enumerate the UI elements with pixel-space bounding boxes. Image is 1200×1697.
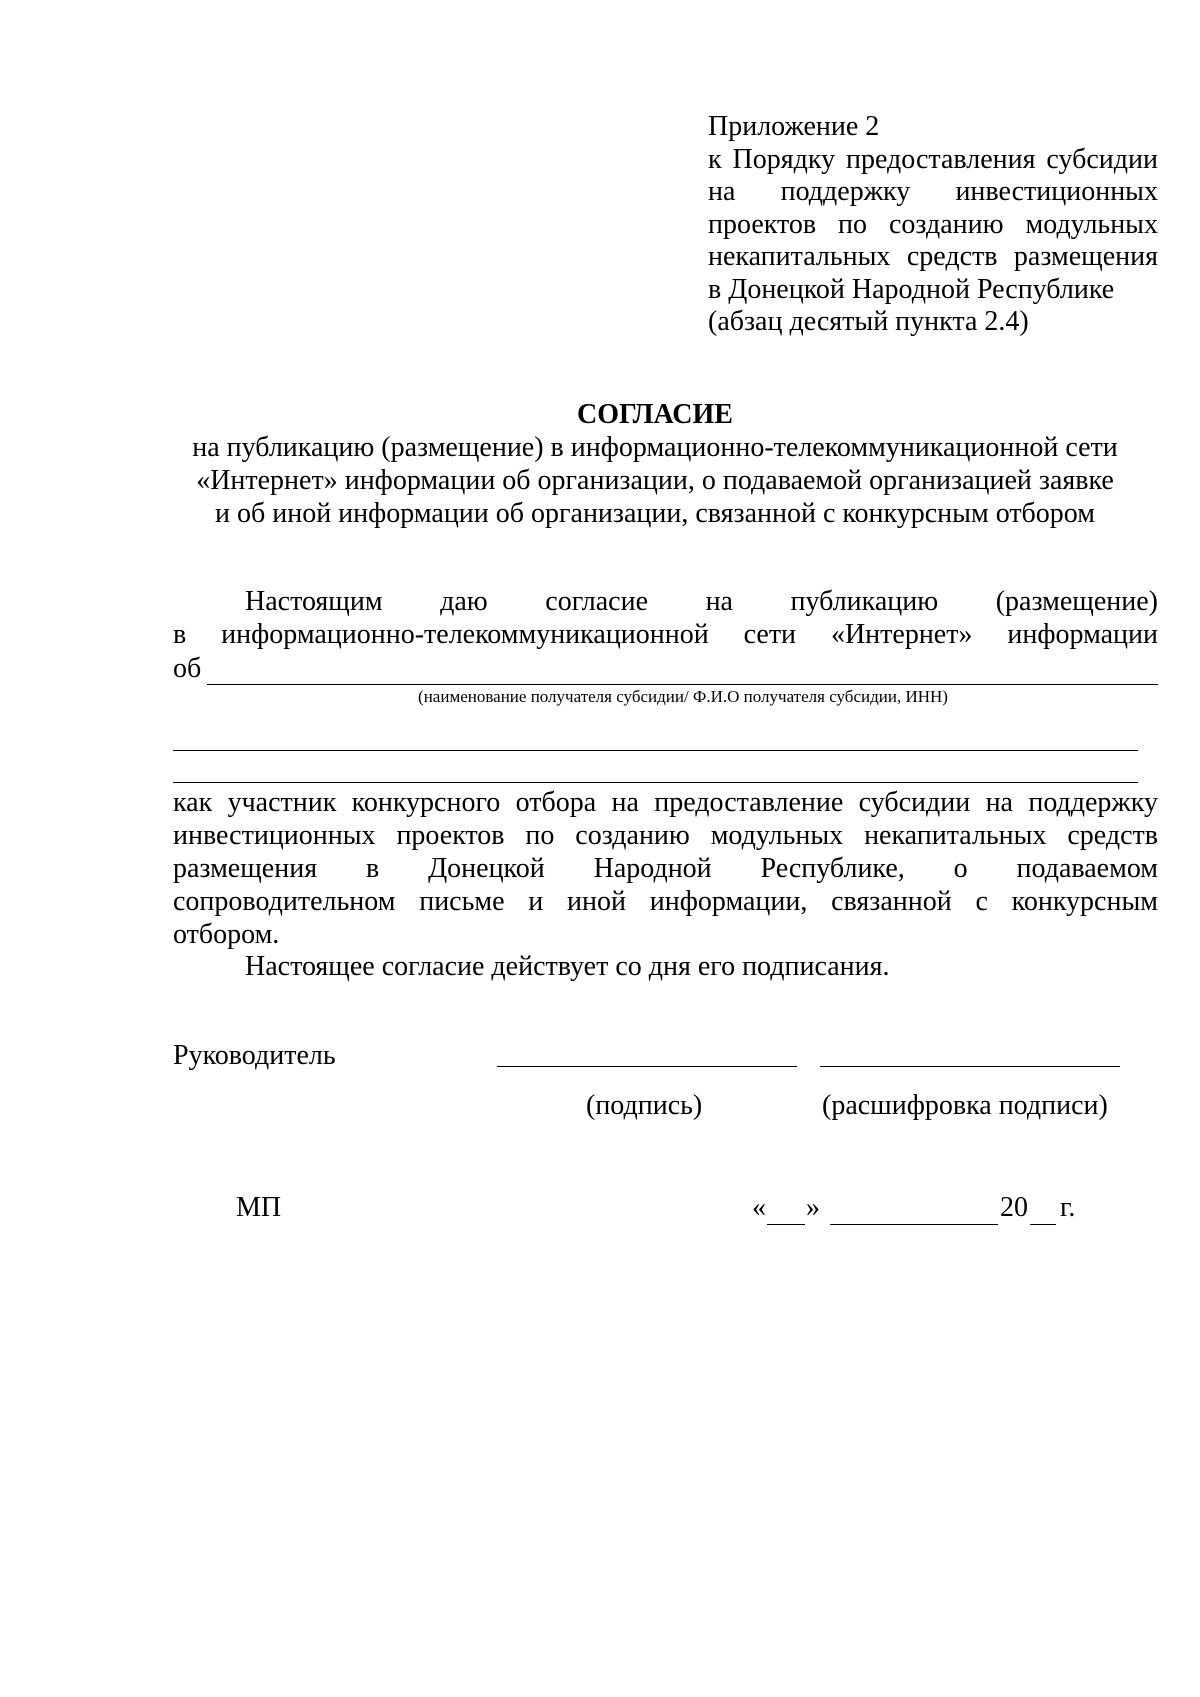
title-block bbox=[150, 398, 1160, 530]
recipient-name-field-line[interactable] bbox=[207, 684, 1158, 685]
date-close-quote: » bbox=[806, 1192, 820, 1223]
date-year-prefix: 20 bbox=[1000, 1192, 1028, 1223]
date-year-field-line[interactable] bbox=[1030, 1224, 1056, 1225]
consent-paragraph-line: в информационно-телекоммуникационной сети «Интернет» информации bbox=[173, 619, 1158, 650]
signature-caption: (подпись) bbox=[586, 1090, 703, 1121]
subtitle-line: и об иной информации об организации, связанной с конкурсным отбором bbox=[215, 498, 1095, 529]
consent-paragraph-ob: об bbox=[173, 653, 202, 684]
stamp-label: МП bbox=[236, 1192, 282, 1223]
recipient-hint: (наименование получателя субсидии/ Ф.И.О получателя субсидии, ИНН) bbox=[418, 687, 948, 706]
subtitle-line: на публикацию (размещение) в информационно-телекоммуникационной сети bbox=[192, 432, 1118, 463]
signature-decode-caption: (расшифровка подписи) bbox=[822, 1090, 1108, 1121]
participant-paragraph bbox=[173, 786, 1158, 951]
participant-paragraph-line: инвестиционных проектов по созданию модульных некапитальных средств bbox=[173, 820, 1158, 851]
participant-paragraph-line: как участник конкурсного отбора на предоставление субсидии на поддержку bbox=[173, 787, 1158, 818]
appendix-block bbox=[708, 111, 1158, 339]
appendix-heading: Приложение 2 bbox=[708, 111, 880, 142]
date-day-field-line[interactable] bbox=[767, 1224, 805, 1225]
date-year-suffix: г. bbox=[1060, 1192, 1076, 1223]
consent-paragraph-line: Настоящим даю согласие на публикацию (размещение) bbox=[245, 586, 1158, 617]
appendix-line: на поддержку инвестиционных bbox=[708, 176, 1158, 207]
document-title: СОГЛАСИЕ bbox=[577, 399, 733, 430]
signature-field-line[interactable] bbox=[497, 1066, 797, 1067]
head-label: Руководитель bbox=[173, 1040, 336, 1071]
recipient-name-field-line-2[interactable] bbox=[173, 750, 1138, 751]
validity-paragraph: Настоящее согласие действует со дня его подписания. bbox=[245, 951, 890, 982]
appendix-line: (абзац десятый пункта 2.4) bbox=[708, 306, 1029, 337]
date-month-field-line[interactable] bbox=[830, 1224, 998, 1225]
subtitle-line: «Интернет» информации об организации, о подаваемой организацией заявке bbox=[196, 465, 1114, 496]
date-open-quote: « bbox=[752, 1192, 766, 1223]
participant-paragraph-line: размещения в Донецкой Народной Республике, о подаваемом bbox=[173, 853, 1158, 884]
participant-paragraph-line: отбором. bbox=[173, 919, 280, 950]
appendix-line: в Донецкой Народной Республике bbox=[708, 273, 1115, 305]
recipient-name-field-line-3[interactable] bbox=[173, 782, 1138, 783]
appendix-line: к Порядку предоставления субсидии bbox=[708, 143, 1158, 175]
signature-decode-field-line[interactable] bbox=[820, 1066, 1120, 1067]
appendix-line: проектов по созданию модульных bbox=[708, 208, 1158, 240]
participant-paragraph-line: сопроводительном письме и иной информации, связанной с конкурсным bbox=[173, 886, 1158, 917]
appendix-line: некапитальных средств размещения bbox=[708, 241, 1158, 272]
